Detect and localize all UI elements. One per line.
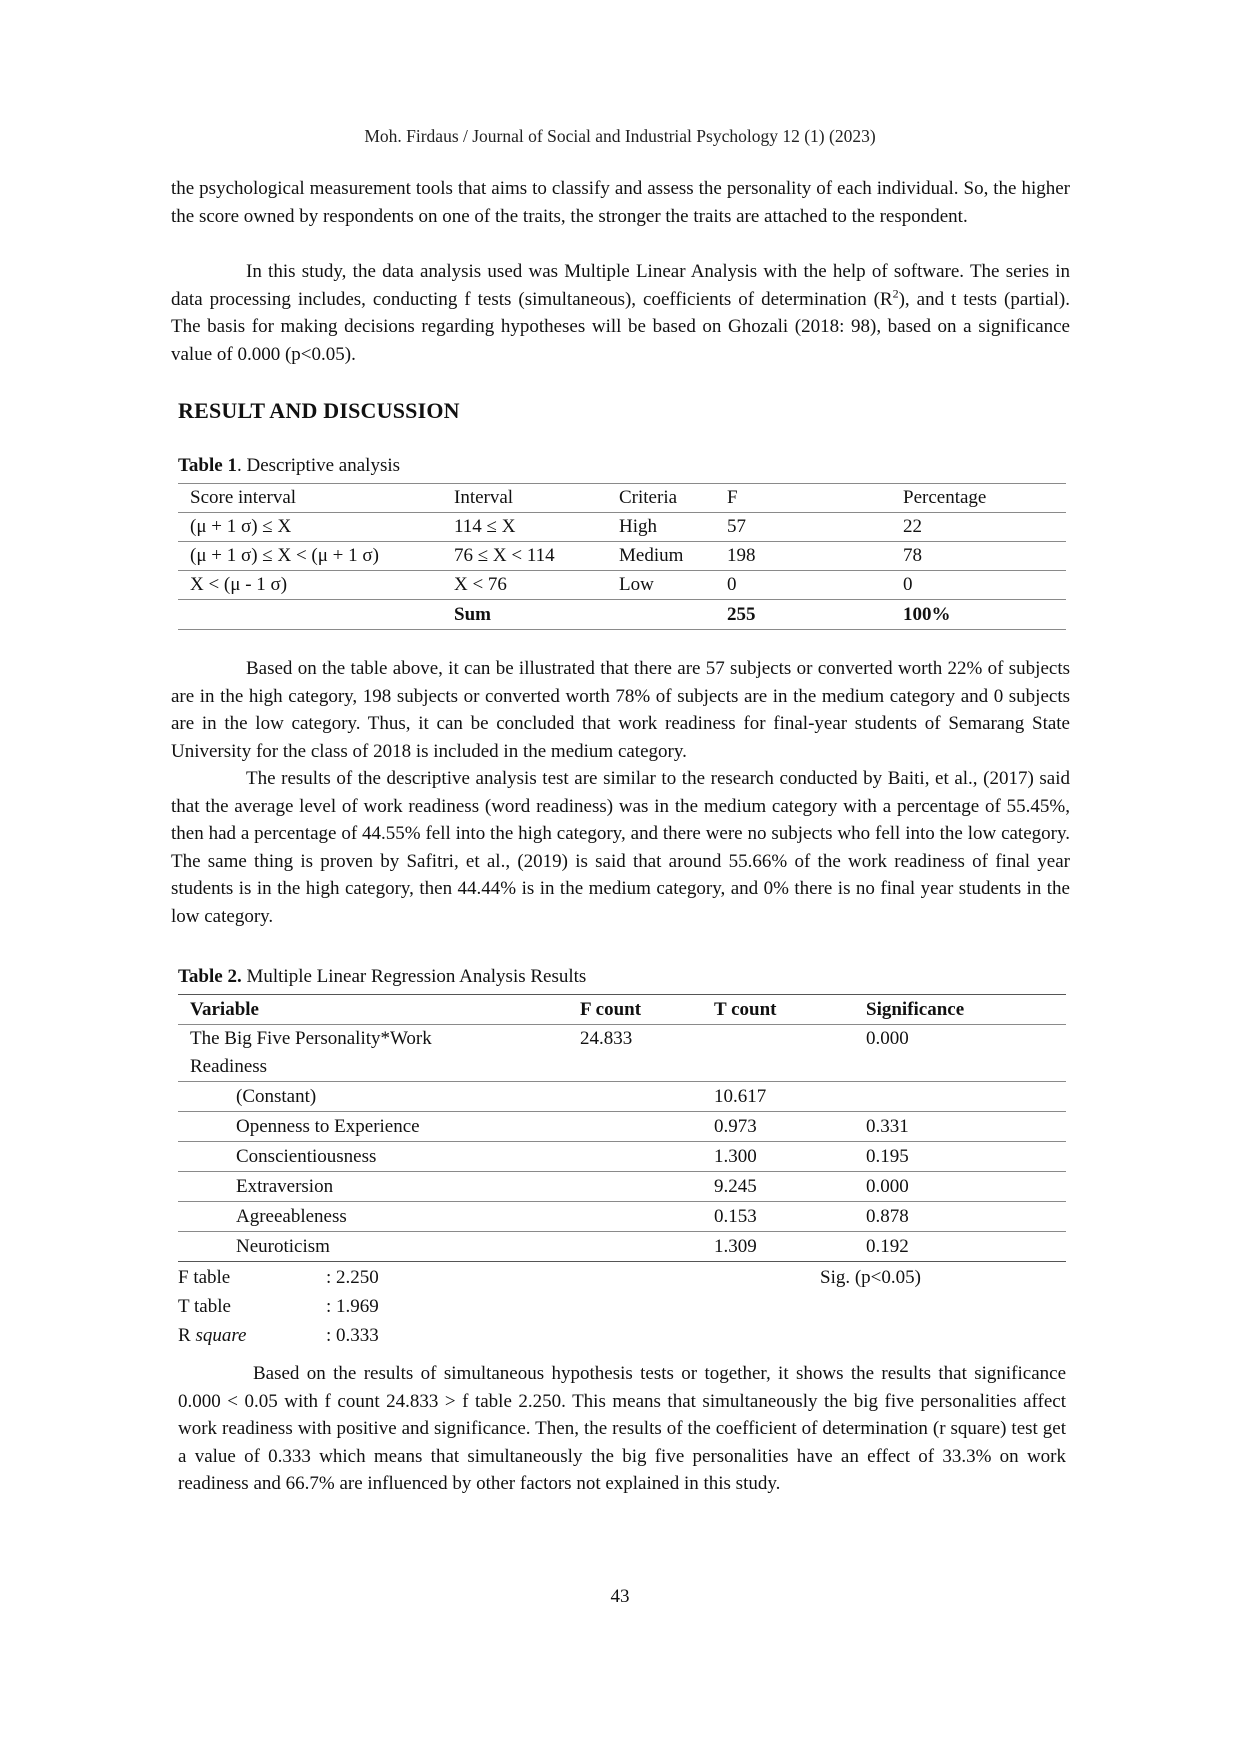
t-table-label: T table (178, 1296, 231, 1317)
table-cell: (μ + 1 σ) ≤ X (178, 513, 442, 542)
table-header-cell: Significance (854, 995, 1066, 1025)
table-cell: 0.000 (854, 1025, 1066, 1082)
f-table-label: F table (178, 1267, 231, 1288)
table-row (178, 1232, 1066, 1262)
table-cell (178, 600, 442, 630)
table-cell: 1.300 (702, 1142, 854, 1172)
r-square-label (178, 1321, 246, 1350)
table-header-cell: Percentage (891, 484, 1066, 513)
table-cell: 10.617 (702, 1082, 854, 1112)
table-header-cell: T count (702, 995, 854, 1025)
table-cell: Agreeableness (178, 1202, 568, 1232)
table-cell: 0 (891, 571, 1066, 600)
table-cell: 78 (891, 542, 1066, 571)
table1-caption-text: . Descriptive analysis (236, 455, 401, 476)
table1-caption (178, 455, 400, 477)
section-heading: RESULT AND DISCUSSION (178, 398, 460, 423)
intro-p2-text-a: In this study, the data analysis used was Multiple Linear Analysis with the help of software. The series in data processing includes, conducting f tests (simultaneous), coefficients of determination (R (171, 261, 1070, 310)
table-cell (568, 1082, 702, 1112)
regression-results-table (178, 994, 1066, 1262)
table-row (178, 571, 1066, 600)
f-table-note (178, 1263, 1066, 1292)
table-cell: Openness to Experience (178, 1112, 568, 1142)
f-table-value: : 2.250 (326, 1267, 379, 1288)
table-cell: Medium (607, 542, 715, 571)
table-cell: Neuroticism (178, 1232, 568, 1262)
table-cell: Conscientiousness (178, 1142, 568, 1172)
r-square-label-b: square (195, 1325, 247, 1346)
t-table-value: : 1.969 (326, 1296, 379, 1317)
intro-paragraph-1: the psychological measurement tools that aims to classify and assess the personality of each individual. So, the higher the score owned by respondents on one of the traits, the stronger the traits are attached to the respondent. (171, 178, 1070, 227)
table-cell: 114 ≤ X (442, 513, 607, 542)
table-cell: 0.973 (702, 1112, 854, 1142)
table-cell (702, 1025, 854, 1082)
table-row (178, 1112, 1066, 1142)
table-cell: X < (μ - 1 σ) (178, 571, 442, 600)
table-cell: The Big Five Personality*Work Readiness (178, 1025, 568, 1082)
table-header-cell: Interval (442, 484, 607, 513)
table-cell: 1.309 (702, 1232, 854, 1262)
table-cell: 198 (715, 542, 891, 571)
intro-p2-text-b: ), and t tests (partial). The basis for making decisions regarding hypotheses will be based on Ghozali (2018: 98), based on a significance value of 0.000 (p<0.05). (171, 288, 1070, 365)
table-cell: Sum (442, 600, 607, 630)
table-cell: 22 (891, 513, 1066, 542)
conclusion-paragraph: Based on the results of simultaneous hypothesis tests or together, it shows the results that significance 0.000 < 0.05 with f count 24.833 > f table 2.250. This means that simultaneously the big five personalities affect work readiness with positive and significance. Then, the results of the coefficient of determination (r square) test get a value of 0.333 which means that simultaneously the big five personalities have an effect of 33.3% on work readiness and 66.7% are influenced by other factors not explained in this study. (178, 1363, 1066, 1494)
table-cell: Extraversion (178, 1172, 568, 1202)
table-cell: 0.000 (854, 1172, 1066, 1202)
table-row (178, 1172, 1066, 1202)
table-header-cell: F (715, 484, 891, 513)
running-header: Moh. Firdaus / Journal of Social and Industrial Psychology 12 (1) (2023) (364, 126, 876, 146)
r-square-value: : 0.333 (326, 1325, 379, 1346)
table-cell: 0.153 (702, 1202, 854, 1232)
t-table-note (178, 1292, 1066, 1321)
page-number: 43 (610, 1586, 630, 1607)
table-cell (568, 1142, 702, 1172)
table2-caption-text: Multiple Linear Regression Analysis Results (241, 966, 587, 987)
table-cell (568, 1172, 702, 1202)
table-cell (568, 1112, 702, 1142)
discussion-paragraph-1: Based on the table above, it can be illustrated that there are 57 subjects or converted worth 22% of subjects are in the high category, 198 subjects or converted worth 78% of subjects are in the medium category and 0 subjects are in the low category. Thus, it can be concluded that work readiness for final-year students of Semarang State University for the class of 2018 is included in the medium category. (171, 658, 1070, 762)
table-row (178, 1202, 1066, 1232)
discussion-paragraph-2: The results of the descriptive analysis test are similar to the research conducted by Baiti, et al., (2017) said that the average level of work readiness (word readiness) was in the medium category with a percentage of 55.45%, then had a percentage of 44.55% fell into the high category, and there were no subjects who fell into the low category. The same thing is proven by Safitri, et al., (2019) is said that around 55.66% of the work readiness of final year students is in the high category, then 44.44% is in the medium category, and 0% there is no final year students in the low category. (171, 768, 1070, 927)
significance-note: Sig. (p<0.05) (820, 1267, 921, 1288)
table-cell (568, 1202, 702, 1232)
table-cell (854, 1082, 1066, 1112)
table-row (178, 1142, 1066, 1172)
table-cell: 0.878 (854, 1202, 1066, 1232)
table-sum-row (178, 600, 1066, 630)
table-cell: 9.245 (702, 1172, 854, 1202)
table-cell: X < 76 (442, 571, 607, 600)
table-cell: 255 (715, 600, 891, 630)
table-cell: 0 (715, 571, 891, 600)
table-cell: High (607, 513, 715, 542)
table-cell: Low (607, 571, 715, 600)
table1-caption-label: Table 1 (178, 455, 237, 476)
table-cell: 0.192 (854, 1232, 1066, 1262)
table-header-row (178, 484, 1066, 513)
table-cell (607, 600, 715, 630)
table-cell: 57 (715, 513, 891, 542)
table-header-cell: Criteria (607, 484, 715, 513)
table-row (178, 542, 1066, 571)
descriptive-analysis-table (178, 483, 1066, 630)
table-cell: (Constant) (178, 1082, 568, 1112)
table-header-cell: Score interval (178, 484, 442, 513)
r-square-note (178, 1321, 1066, 1350)
table-cell: 24.833 (568, 1025, 702, 1082)
intro-paragraph-2 (171, 258, 1070, 368)
table-cell: (μ + 1 σ) ≤ X < (μ + 1 σ) (178, 542, 442, 571)
table-row (178, 513, 1066, 542)
table-row (178, 1025, 1066, 1082)
table-cell: 76 ≤ X < 114 (442, 542, 607, 571)
table-row (178, 1082, 1066, 1112)
table2-caption-label: Table 2. (178, 966, 242, 987)
table-cell: 100% (891, 600, 1066, 630)
table-header-cell: F count (568, 995, 702, 1025)
table-cell: 0.331 (854, 1112, 1066, 1142)
table-header-row (178, 995, 1066, 1025)
table-header-cell: Variable (178, 995, 568, 1025)
table-cell: 0.195 (854, 1142, 1066, 1172)
table2-notes (178, 1263, 1066, 1350)
r-square-label-a: R (178, 1325, 196, 1346)
superscript-2: 2 (892, 286, 899, 301)
table-cell (568, 1232, 702, 1262)
table2-caption (178, 966, 586, 988)
